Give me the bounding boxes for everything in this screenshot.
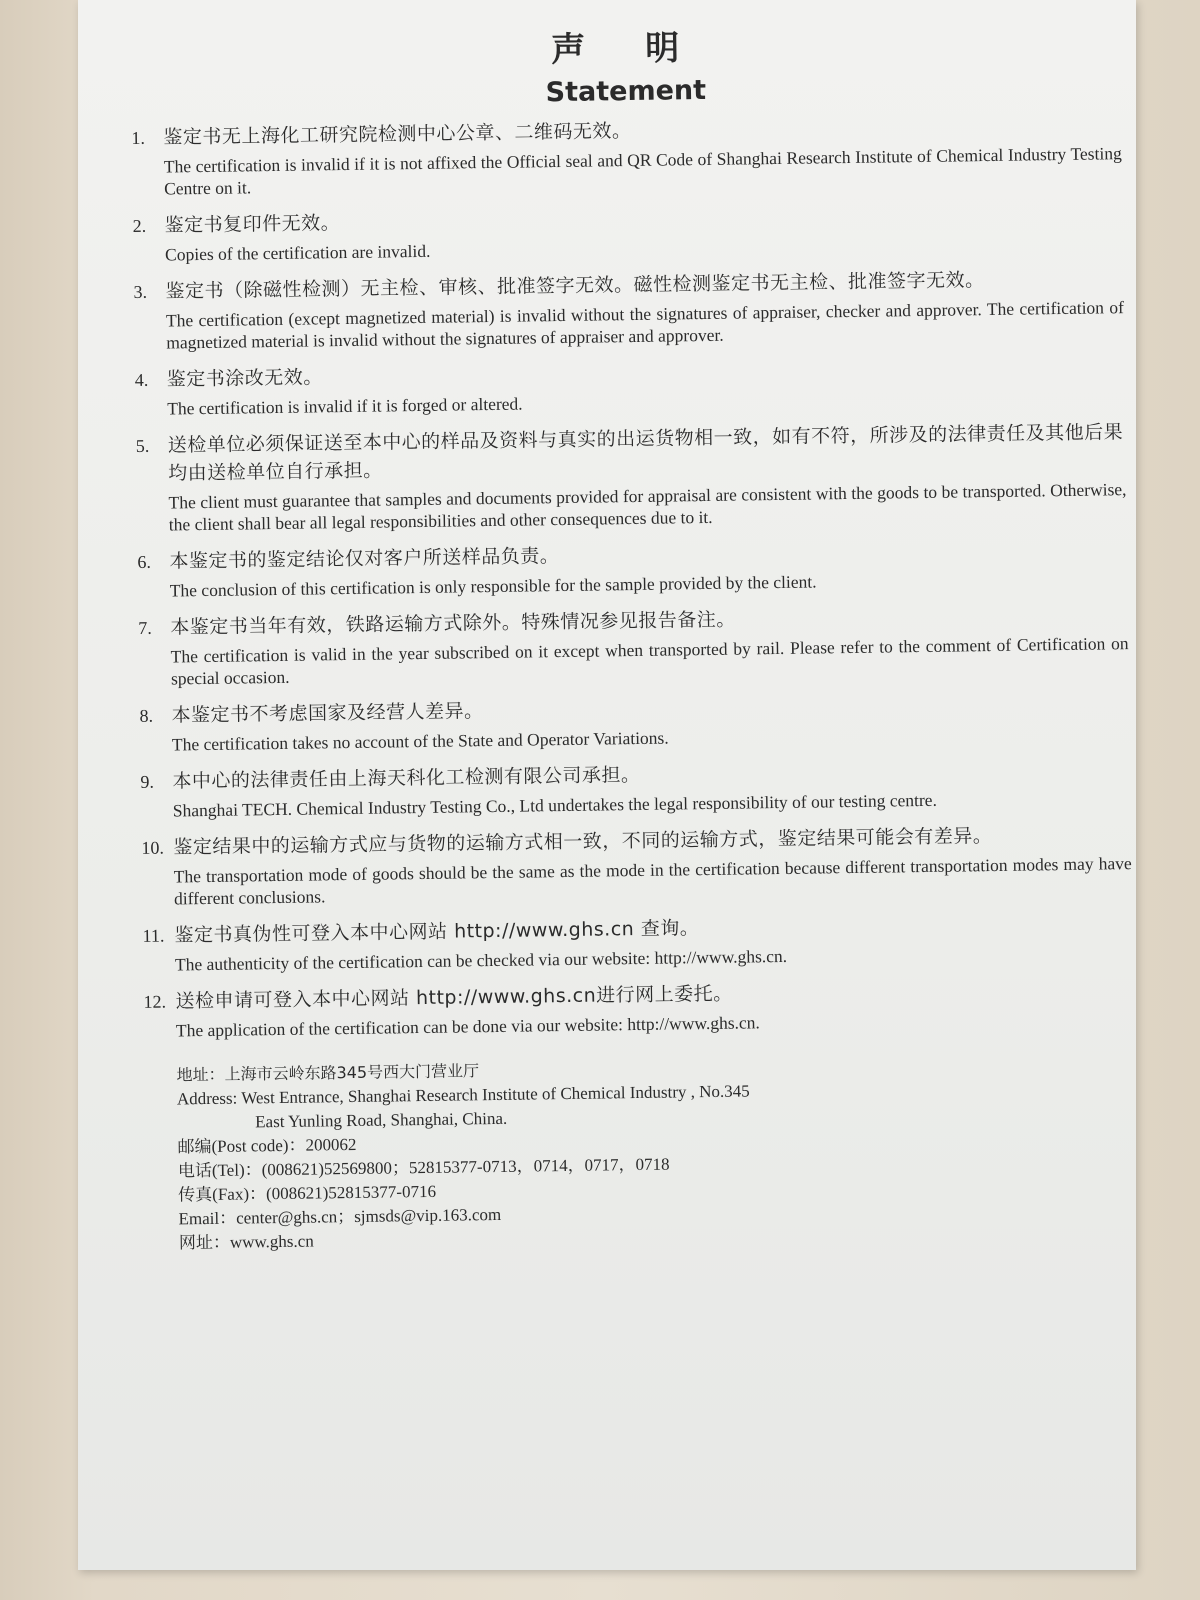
statement-item-4 (135, 352, 1126, 420)
item-text-chinese: 本鉴定书不考虑国家及经营人差异。 (171, 700, 484, 727)
item-number: 12. (143, 991, 167, 1012)
item-number: 7. (138, 617, 152, 638)
item-text-chinese: 鉴定书（除磁性检测）无主检、审核、批准签字无效。磁性检测鉴定书无主检、批准签字无效。 (165, 269, 985, 303)
statement-item-5 (136, 418, 1127, 536)
item-text-chinese: 鉴定结果中的运输方式应与货物的运输方式相一致，不同的运输方式，鉴定结果可能会有差异。 (173, 825, 993, 859)
item-number: 10. (141, 837, 165, 858)
statement-list (131, 110, 1134, 1042)
item-text-english: The application of the certification can be done via our website: http://www.ghs.cn. (175, 1012, 760, 1041)
item-number: 8. (139, 705, 154, 726)
item-number: 5. (135, 435, 150, 456)
item-text-english: The authenticity of the certification can be checked via our website: http://www.ghs.cn. (174, 945, 788, 975)
address-english-line-1: Address: West Entrance, Shanghai Research Institute of Chemical Industry , No.345 (176, 1081, 750, 1109)
item-text-english: The certification is valid in the year subscribed on it except when transported by rail. Please refer to the comment of Certification on special occasion. (170, 633, 1129, 689)
item-text-chinese: 本中心的法律责任由上海天科化工检测有限公司承担。 (172, 763, 641, 793)
postcode: 邮编(Post code)：200062 (177, 1134, 357, 1157)
item-number: 1. (131, 127, 146, 148)
item-text-chinese: 本鉴定书当年有效，铁路运输方式除外。特殊情况参见报告备注。 (170, 608, 736, 639)
item-number: 6. (137, 551, 152, 572)
statement-item-7 (138, 600, 1129, 690)
statement-item-8 (139, 688, 1130, 756)
item-text-english: The certification takes no account of the State and Operator Variations. (171, 727, 669, 755)
item-number: 4. (134, 369, 149, 390)
website: 网址：www.ghs.cn (178, 1231, 314, 1253)
statement-item-6 (137, 534, 1128, 602)
fax: 传真(Fax)：(008621)52815377-0716 (178, 1181, 437, 1205)
item-text-chinese: 鉴定书涂改无效。 (166, 366, 323, 391)
statement-item-1 (131, 110, 1122, 200)
item-text-english: The transportation mode of goods should be the same as the mode in the certification because different transportation modes may have different conclusions. (173, 853, 1132, 909)
item-text-english: Shanghai TECH. Chemical Industry Testing Co., Ltd undertakes the legal responsibility of our testing centre. (172, 789, 938, 821)
item-text-chinese: 鉴定书无上海化工研究院检测中心公章、二维码无效。 (163, 120, 632, 149)
item-text-english: Copies of the certification are invalid. (164, 240, 431, 265)
item-text-chinese: 本鉴定书的鉴定结论仅对客户所送样品负责。 (169, 545, 560, 573)
item-text-english: The certification (except magnetized material) is invalid without the signatures of appraiser, checker and approver. The certification of magnetized material is invalid without the signatures of appraiser and approver. (165, 297, 1125, 353)
title-chinese: 声明 (550, 27, 740, 71)
statement-item-12 (143, 974, 1134, 1042)
item-text-english: The certification is invalid if it is forged or altered. (167, 393, 523, 419)
title-english: Statement (545, 74, 707, 109)
item-text-english: The client must guarantee that samples and documents provided for appraisal are consistent with the goods to be transported. Otherwise, the client shall bear all legal responsibilities and other consequences due to it. (168, 479, 1127, 535)
statement-content (130, 20, 1137, 1256)
statement-item-3 (133, 264, 1124, 354)
address-english-line-2: East Yunling Road, Shanghai, China. (255, 1108, 508, 1132)
statement-item-11 (142, 908, 1133, 976)
item-number: 3. (133, 281, 148, 302)
item-text-chinese: 鉴定书真伪性可登入本中心网站 http://www.ghs.cn 查询。 (174, 917, 700, 947)
statement-item-2 (132, 198, 1123, 266)
item-number: 9. (140, 771, 155, 792)
item-text-chinese: 鉴定书复印件无效。 (164, 212, 341, 237)
telephone: 电话(Tel)：(008621)52569800；52815377-0713，0714，0717，0718 (177, 1154, 670, 1181)
item-number: 2. (132, 215, 147, 236)
contact-block (144, 1050, 1137, 1256)
item-text-english: The certification is invalid if it is not affixed the Official seal and QR Code of Shanghai Research Institute of Chemical Industry Testing Centre on it. (163, 143, 1122, 199)
statement-item-10 (141, 820, 1132, 910)
statement-item-9 (140, 754, 1131, 822)
item-text-chinese: 送检单位必须保证送至本中心的样品及资料与真实的出运货物相一致，如有不符，所涉及的法律责任及其他后果均由送检单位自行承担。 (167, 421, 1124, 485)
item-text-chinese: 送检申请可登入本中心网站 http://www.ghs.cn进行网上委托。 (175, 982, 733, 1013)
email: Email：center@ghs.cn；sjmsds@vip.163.com (178, 1204, 502, 1229)
item-number: 11. (142, 925, 165, 946)
address-chinese: 地址：上海市云岭东路345号西大门营业厅 (176, 1061, 480, 1085)
item-text-english: The conclusion of this certification is only responsible for the sample provided by the client. (169, 571, 817, 601)
